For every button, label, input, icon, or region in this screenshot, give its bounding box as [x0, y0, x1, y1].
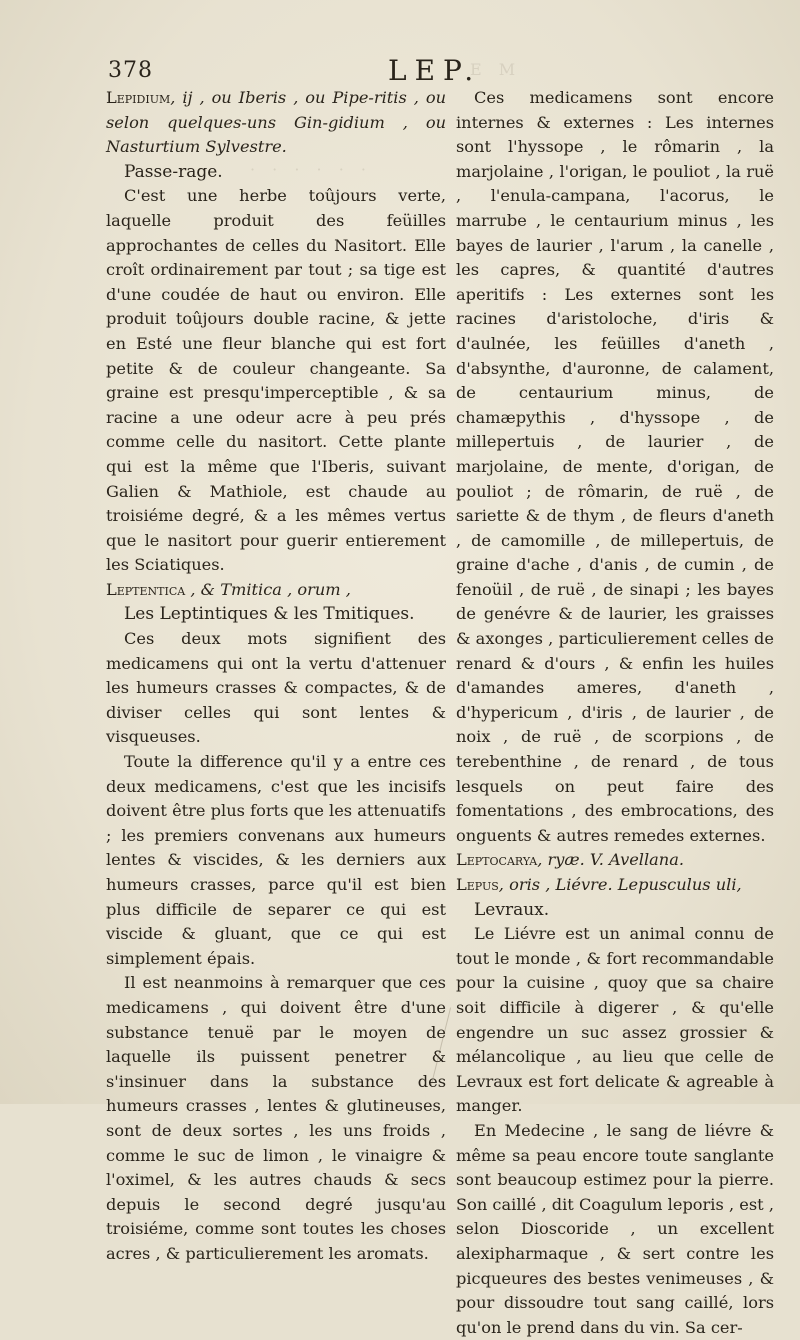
running-title: LEP. — [388, 54, 482, 87]
heading-variants-leptentica: , & Tmitica , orum , — [185, 579, 351, 599]
paragraph-lepus-2: En Medecine , le sang de liévre & même sa peau encore toute sanglante sont beaucoup estimez pour la pierre. Son caillé , dit Coagulum leporis , est , selon Dioscoride , un excellent alexipharmaque , & sert contre les picqueures des bestes venimeuses , & pour dissoudre tout sang caillé, lors qu'on le prend dans du vin. Sa cer- — [456, 1120, 774, 1337]
heading-french-lepidium: Passe-rage. — [124, 161, 223, 182]
headword-lepidium: Lepidium — [106, 88, 171, 107]
entry-heading-leptocarya — [456, 848, 774, 873]
heading-reference-leptocarya: , ryæ. V. Avellana. — [537, 850, 685, 870]
right-column — [456, 86, 774, 1340]
heading-variants-lepus: , oris , Liévre. Lepusculus uli, — [498, 875, 742, 894]
headword-leptentica: Leptentica — [106, 579, 186, 599]
headword-lepus: Lepus — [456, 875, 499, 894]
paragraph-leptentica-3: Il est neanmoins à remarquer que ces medicamens , qui doivent être d'une substance tenuë par le moyen de laquelle ils puissent penetrer & s'insinuer dans la substance des humeurs crasses , lentes & glutineuses, sont de deux sortes , les uns froids , comme le suc de limon , le vinaigre & l'oximel, & les autres chauds & secs depuis le second degré jusqu'au troisiéme, comme sont toutes les choses acres , & particulierement les aromats. — [106, 973, 446, 1263]
heading-french-leptentica: Les Leptintiques & les Tmitiques. — [124, 604, 415, 625]
entry-heading-lepidium — [106, 86, 446, 160]
show-through-text: · · · · · · — [250, 160, 372, 179]
entry-heading-lepus — [456, 873, 774, 898]
heading-variants-lepidium: , ij , ou Iberis , ou Pipe-ritis , ou selon quelques-uns Gin-gidium , ou Nasturtium Sylvestre. — [106, 88, 446, 157]
paragraph-leptentica-1: Ces deux mots signifient des medicamens qui ont la vertu d'attenuer les humeurs crasses & compactes, & de diviser celles qui sont lentes & visqueuses. — [106, 629, 446, 747]
paragraph-continuation: Ces medicamens sont encore internes & externes : Les internes sont l'hyssope , le rômarin , la marjolaine , l'origan, le pouliot , la ruë , l'enula-campana, l'acorus, le marrube , le centaurium minus , les bayes de laurier , l'arum , la canelle , les capres, & quantité d'autres aperitifs : Les externes sont les racines d'aristoloche, d'iris & d'aulnée, les feüilles d'aneth , d'absynthe, d'auronne, de calament, de centaurium minus, de chamæpythis , d'hyssope , de millepertuis , de laurier , de marjolaine, de mente, d'origan, de pouliot ; de rômarin, de ruë , de sariette & de thym , de fleurs d'aneth , de camomille , de millepertuis, de graine d'ache , d'anis , de cumin , de fenoüil , de ruë , de sinapi ; les bayes de genévre & de laurier, les graisses & axonges , particulierement celles de renard & d'ours , & enfin les huiles d'amandes ameres, d'aneth , d'hypericum , d'iris , de laurier , de noix , de ruë , de scorpions , de terebenthine , de renard , de tous lesquels on peut faire des fomentations , des embrocations, des onguents & autres remedes externes. — [456, 88, 774, 845]
left-column — [106, 86, 446, 1267]
show-through-text: E M — [470, 60, 522, 79]
paragraph-lepus-1: Le Liévre est un animal connu de tout le monde , & fort recommandable pour la cuisine , quoy que sa chaire soit difficile à digerer , & qu'elle engendre un suc assez grossier & mélancolique , au lieu que celle de Levraux est fort delicate & agreable à manger. — [456, 924, 774, 1116]
paragraph-leptentica-2: Toute la difference qu'il y a entre ces deux medicamens, c'est que les incisifs doivent être plus forts que les attenuatifs ; les premiers convenans aux humeurs lentes & viscides, & les derniers aux humeurs crasses, parce qu'il est bien plus difficile de separer ce qui est viscide & gluant, que ce qui est simplement épais. — [106, 752, 446, 968]
paragraph-lepidium: C'est une herbe toûjours verte, laquelle produit des feüilles approchantes de celles du Nasitort. Elle croît ordinairement par tout ; sa tige est d'une coudée de haut ou environ. Elle produit toûjours double racine, & jette en Esté une fleur blanche qui est fort petite & de couleur changeante. Sa graine est presqu'imperceptible , & sa racine a une odeur acre à peu prés comme celle du nasitort. Cette plante qui est la même que l'Iberis, suivant Galien & Mathiole, est chaude au troisiéme degré, & a les mêmes vertus que le nasitort pour guerir entierement les Sciatiques. — [106, 186, 446, 575]
headword-leptocarya: Leptocarya — [456, 850, 538, 870]
heading-french-lepus: Levraux. — [474, 899, 550, 920]
entry-heading-leptentica — [106, 578, 446, 603]
page-number: 378 — [108, 58, 153, 83]
